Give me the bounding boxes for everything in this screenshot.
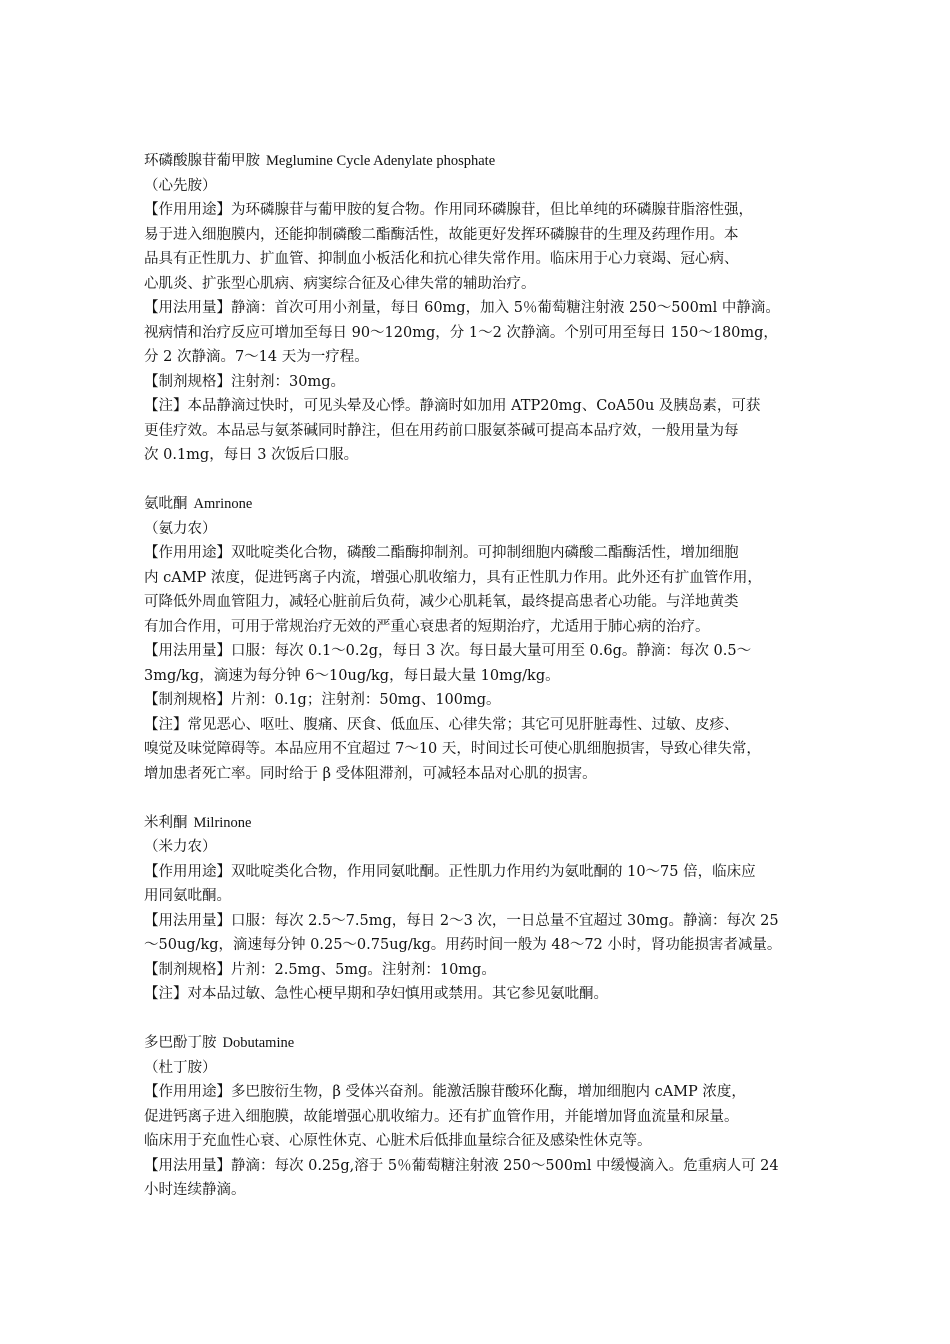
- text-line: 小时连续静滴。: [144, 1182, 246, 1198]
- drug-alias: （心先胺）: [144, 177, 217, 194]
- drug-title-en: Dobutamine: [222, 1035, 295, 1051]
- text-line: 【用法用量】静滴：首次可用小剂量，每日 60mg，加入 5％葡萄糖注射液 250～500ml 中静滴。: [144, 300, 780, 316]
- drug-title-en: Meglumine Cycle Adenylate phosphate: [266, 153, 496, 169]
- drug-title: [144, 492, 816, 517]
- text-line: 次 0.1mg，每日 3 次饭后口服。: [144, 447, 359, 463]
- text-line: 分 2 次静滴。7～14 天为一疗程。: [144, 349, 369, 365]
- text-line: 【注】本品静滴过快时，可见头晕及心悸。静滴时如加用 ATP20mg、CoA50u 及胰岛素，可获: [144, 398, 761, 414]
- text-line: 更佳疗效。本品忌与氨茶碱同时静注，但在用药前口服氨茶碱可提高本品疗效，一般用量为每: [144, 422, 739, 439]
- text-line: 【用法用量】口服：每次 0.1～0.2g，每日 3 次。每日最大量可用至 0.6g。静滴：每次 0.5～: [144, 643, 752, 659]
- text-line: 3mg/kg，滴速为每分钟 6～10ug/kg，每日最大量 10mg/kg。: [144, 667, 560, 684]
- drug-title-en: Milrinone: [193, 814, 252, 831]
- drug-entry-milrinone: [144, 811, 816, 1007]
- text-line: 【制剂规格】片剂：2.5mg、5mg。注射剂：10mg。: [144, 961, 496, 978]
- text-line: 视病情和治疗反应可增加至每日 90～120mg，分 1～2 次静滴。个别可用至每日 150～180mg，: [144, 324, 778, 341]
- drug-title-cn: 环磷酸腺苷葡甲胺: [144, 153, 260, 169]
- drug-title: [144, 1031, 816, 1056]
- text-line: 内 cAMP 浓度，促进钙离子内流，增强心肌收缩力，具有正性肌力作用。此外还有扩血管作用，: [144, 569, 762, 586]
- drug-alias: （米力农）: [144, 839, 217, 855]
- drug-title-en: Amrinone: [193, 496, 253, 512]
- drug-title-cn: 氨吡酮: [144, 496, 188, 512]
- text-line: 【制剂规格】片剂：0.1g；注射剂：50mg、100mg。: [144, 692, 501, 708]
- text-line: 【作用用途】双吡啶类化合物，磷酸二酯酶抑制剂。可抑制细胞内磷酸二酯酶活性，增加细胞: [144, 545, 739, 561]
- text-line: 【作用用途】为环磷腺苷与葡甲胺的复合物。作用同环磷腺苷，但比单纯的环磷腺苷脂溶性强，: [144, 202, 753, 218]
- drug-title: [144, 149, 816, 174]
- text-line: 【注】常见恶心、呕吐、腹痛、厌食、低血压、心律失常；其它可见肝脏毒性、过敏、皮疹、: [144, 716, 739, 733]
- text-line: 【用法用量】口服：每次 2.5～7.5mg，每日 2～3 次，一日总量不宜超过 30mg。静滴：每次 25: [144, 912, 779, 929]
- text-line: 嗅觉及味觉障碍等。本品应用不宜超过 7～10 天，时间过长可使心肌细胞损害，导致心律失常，: [144, 741, 761, 757]
- drug-entry-amrinone: [144, 492, 816, 786]
- text-line: 增加患者死亡率。同时给于 β 受体阻滞剂，可减轻本品对心肌的损害。: [144, 765, 597, 782]
- text-line: 【作用用途】多巴胺衍生物，β 受体兴奋剂。能激活腺苷酸环化酶，增加细胞内 cAMP 浓度，: [144, 1084, 746, 1100]
- text-line: 【用法用量】静滴：每次 0.25g,溶于 5％葡萄糖注射液 250～500ml 中缓慢滴入。危重病人可 24: [144, 1157, 779, 1174]
- text-line: 【制剂规格】注射剂：30mg。: [144, 373, 345, 390]
- text-line: 用同氨吡酮。: [144, 888, 231, 904]
- text-line: 【注】对本品过敏、急性心梗早期和孕妇慎用或禁用。其它参见氨吡酮。: [144, 986, 608, 1002]
- text-line: ～50ug/kg，滴速每分钟 0.25～0.75ug/kg。用药时间一般为 48～72 小时，肾功能损害者减量。: [144, 937, 782, 953]
- text-line: 可降低外周血管阻力，减轻心脏前后负荷，减少心肌耗氧，最终提高患者心功能。与洋地黄类: [144, 594, 739, 610]
- drug-entry-dobutamine: [144, 1031, 816, 1203]
- text-line: 易于进入细胞膜内，还能抑制磷酸二酯酶活性，故能更好发挥环磷腺苷的生理及药理作用。本: [144, 226, 739, 243]
- drug-alias: （杜丁胺）: [144, 1059, 217, 1076]
- text-line: 心肌炎、扩张型心肌病、病窦综合征及心律失常的辅助治疗。: [144, 275, 536, 292]
- drug-alias: （氨力农）: [144, 520, 217, 537]
- text-line: 临床用于充血性心衰、心原性休克、心脏术后低排血量综合征及感染性休克等。: [144, 1133, 652, 1149]
- drug-title: [144, 811, 816, 836]
- text-line: 促进钙离子进入细胞膜，故能增强心肌收缩力。还有扩血管作用，并能增加肾血流量和尿量。: [144, 1108, 739, 1125]
- document-page: [144, 149, 816, 1227]
- drug-entry-cyclic-amp-meglumine: [144, 149, 816, 468]
- text-line: 品具有正性肌力、扩血管、抑制血小板活化和抗心律失常作用。临床用于心力衰竭、冠心病、: [144, 251, 739, 267]
- drug-title-cn: 米利酮: [144, 814, 188, 831]
- text-line: 有加合作用，可用于常规治疗无效的严重心衰患者的短期治疗，尤适用于肺心病的治疗。: [144, 618, 710, 635]
- drug-title-cn: 多巴酚丁胺: [144, 1035, 217, 1051]
- text-line: 【作用用途】双吡啶类化合物，作用同氨吡酮。正性肌力作用约为氨吡酮的 10～75 倍，临床应: [144, 863, 756, 880]
